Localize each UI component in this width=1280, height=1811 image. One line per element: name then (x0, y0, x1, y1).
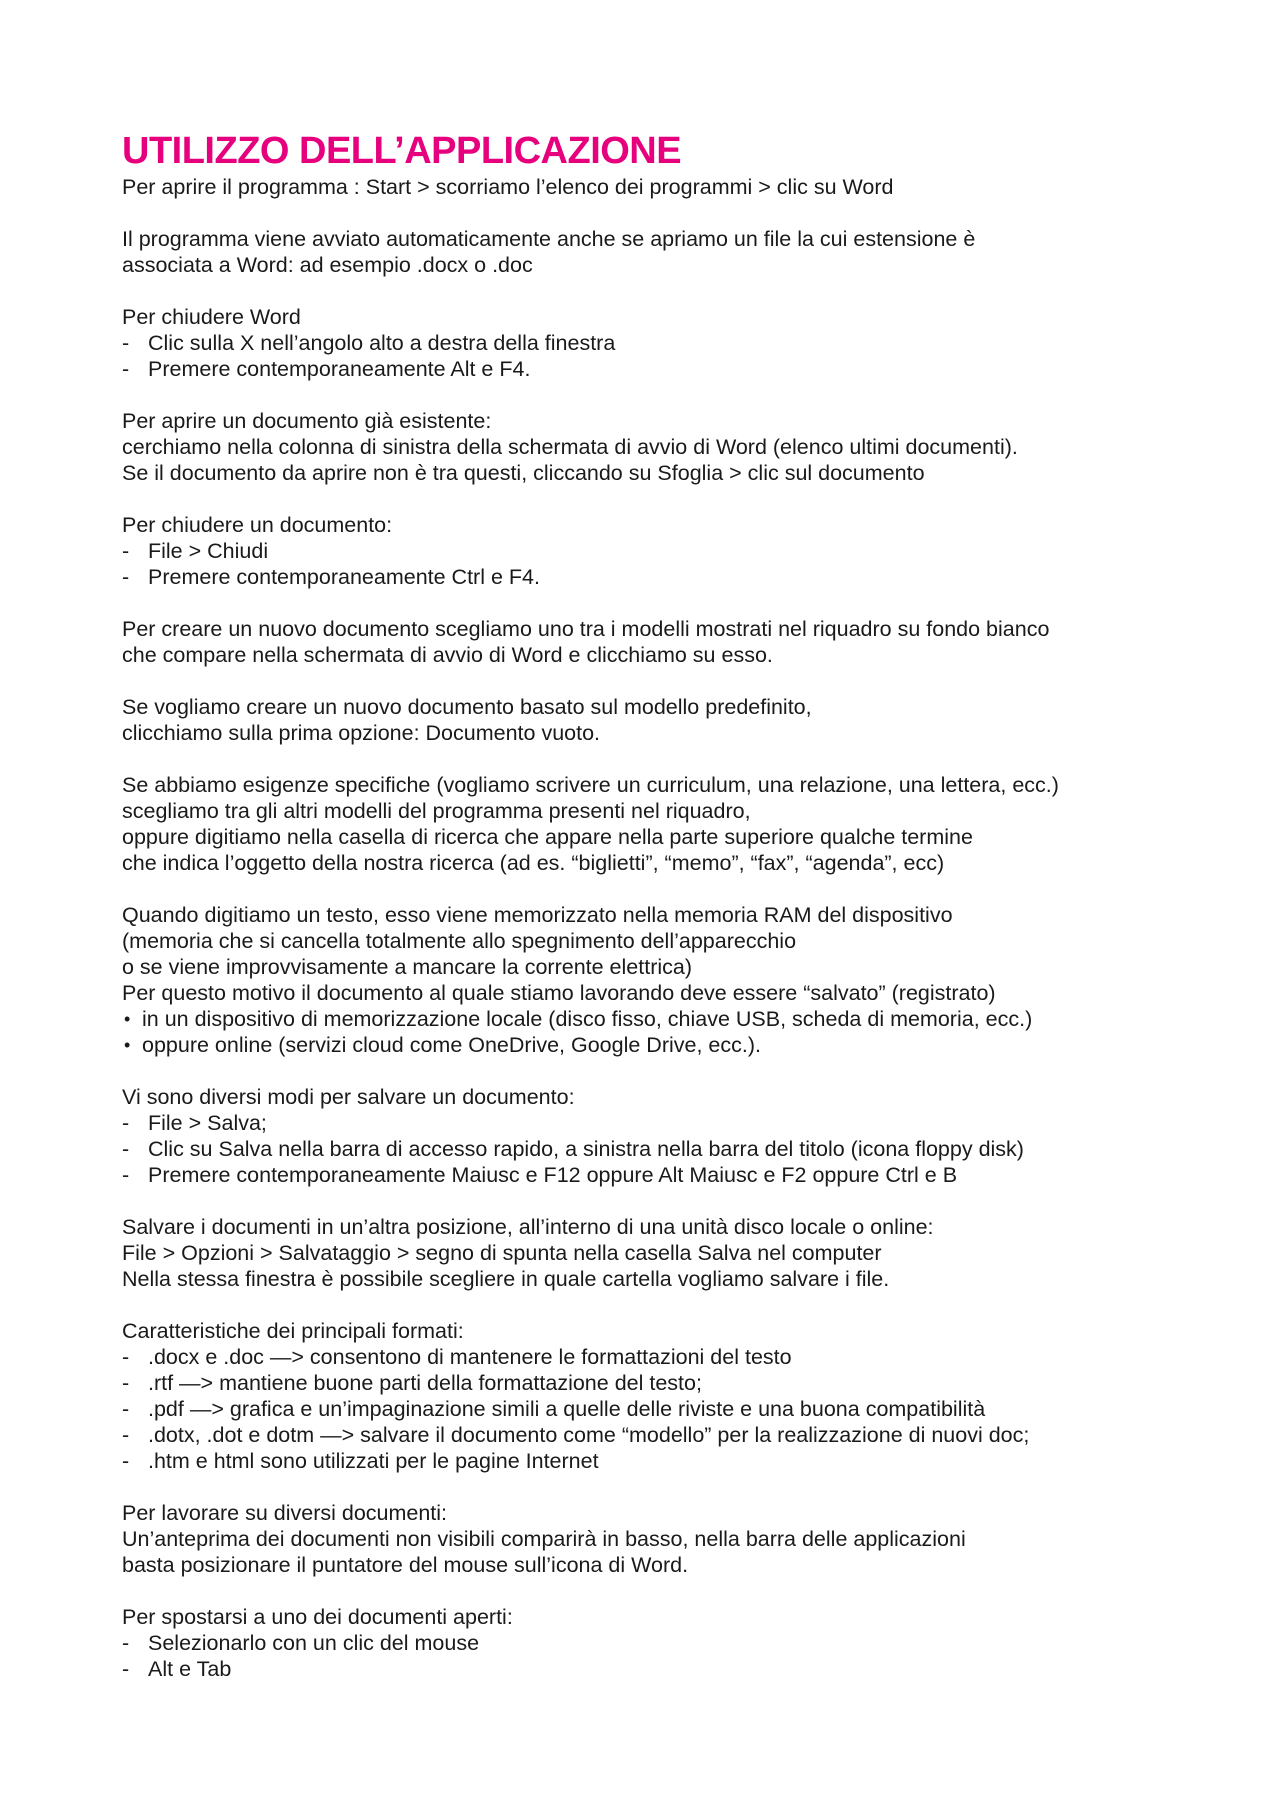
dash-list (122, 1630, 1182, 1682)
list-item: • in un dispositivo di memorizzazione locale (disco fisso, chiave USB, scheda di memoria, ecc.) (122, 1006, 1182, 1032)
dash-list (122, 330, 1182, 382)
paragraph-line: basta posizionare il puntatore del mouse sull’icona di Word. (122, 1553, 689, 1577)
text-section (122, 1318, 1182, 1474)
paragraph-line: Quando digitiamo un testo, esso viene memorizzato nella memoria RAM del dispositivo (122, 903, 953, 927)
paragraph-line: Un’anteprima dei documenti non visibili comparirà in basso, nella barra delle applicazioni (122, 1527, 966, 1551)
list-item: - .pdf —> grafica e un’impaginazione simili a quelle delle riviste e una buona compatibilità (122, 1396, 1182, 1422)
list-item: - Clic su Salva nella barra di accesso rapido, a sinistra nella barra del titolo (icona floppy disk) (122, 1136, 1182, 1162)
text-section (122, 1604, 1182, 1682)
text-section (122, 304, 1182, 382)
paragraph-line: Per aprire il programma : Start > scorriamo l’elenco dei programmi > clic su Word (122, 175, 894, 199)
paragraph-line: Per spostarsi a uno dei documenti aperti: (122, 1605, 513, 1629)
document-body (122, 174, 1182, 1682)
list-item: - Selezionarlo con un clic del mouse (122, 1630, 1182, 1656)
paragraph-line: Per chiudere Word (122, 305, 301, 329)
paragraph-line: Se abbiamo esigenze specifiche (vogliamo scrivere un curriculum, una relazione, una lettera, ecc.) (122, 773, 1059, 797)
list-item: - Premere contemporaneamente Ctrl e F4. (122, 564, 1182, 590)
text-section (122, 1084, 1182, 1188)
dash-list (122, 538, 1182, 590)
bullet-list (122, 1006, 1182, 1058)
paragraph-line: Salvare i documenti in un’altra posizione, all’interno di una unità disco locale o online: (122, 1215, 934, 1239)
dash-list (122, 1344, 1182, 1474)
paragraph-line: Per aprire un documento già esistente: (122, 409, 492, 433)
paragraph-line: Se il documento da aprire non è tra questi, cliccando su Sfoglia > clic sul documento (122, 461, 925, 485)
list-item: - .rtf —> mantiene buone parti della formattazione del testo; (122, 1370, 1182, 1396)
paragraph-line: (memoria che si cancella totalmente allo spegnimento dell’apparecchio (122, 929, 797, 953)
paragraph-line: che indica l’oggetto della nostra ricerca (ad es. “biglietti”, “memo”, “fax”, “agenda”, ecc) (122, 851, 945, 875)
text-section (122, 174, 1182, 200)
paragraph-line: Per creare un nuovo documento scegliamo uno tra i modelli mostrati nel riquadro su fondo bianco (122, 617, 1050, 641)
dash-list (122, 1110, 1182, 1188)
list-item: - .docx e .doc —> consentono di mantenere le formattazioni del testo (122, 1344, 1182, 1370)
text-section (122, 512, 1182, 590)
paragraph-line: associata a Word: ad esempio .docx o .doc (122, 253, 533, 277)
list-item: - Alt e Tab (122, 1656, 1182, 1682)
text-section (122, 694, 1182, 746)
paragraph-line: Per chiudere un documento: (122, 513, 393, 537)
paragraph-line: Se vogliamo creare un nuovo documento basato sul modello predefinito, (122, 695, 812, 719)
list-item: - Premere contemporaneamente Maiusc e F12 oppure Alt Maiusc e F2 oppure Ctrl e B (122, 1162, 1182, 1188)
paragraph-line: Nella stessa finestra è possibile scegliere in quale cartella vogliamo salvare i file. (122, 1267, 890, 1291)
paragraph-line: Vi sono diversi modi per salvare un documento: (122, 1085, 575, 1109)
paragraph-line: Per lavorare su diversi documenti: (122, 1501, 448, 1525)
text-section (122, 902, 1182, 1058)
list-item: - .dotx, .dot e dotm —> salvare il documento come “modello” per la realizzazione di nuovi doc; (122, 1422, 1182, 1448)
list-item: - Premere contemporaneamente Alt e F4. (122, 356, 1182, 382)
list-item: - File > Salva; (122, 1110, 1182, 1136)
paragraph-line: File > Opzioni > Salvataggio > segno di spunta nella casella Salva nel computer (122, 1241, 882, 1265)
list-item: • oppure online (servizi cloud come OneDrive, Google Drive, ecc.). (122, 1032, 1182, 1058)
paragraph-line: Caratteristiche dei principali formati: (122, 1319, 464, 1343)
text-section (122, 1500, 1182, 1578)
paragraph-line: o se viene improvvisamente a mancare la corrente elettrica) (122, 955, 693, 979)
list-item: - File > Chiudi (122, 538, 1182, 564)
list-item: - .htm e html sono utilizzati per le pagine Internet (122, 1448, 1182, 1474)
text-section (122, 408, 1182, 486)
text-section (122, 226, 1182, 278)
paragraph-line: Il programma viene avviato automaticamente anche se apriamo un file la cui estensione è (122, 227, 976, 251)
text-section (122, 1214, 1182, 1292)
text-section (122, 772, 1182, 876)
paragraph-line: clicchiamo sulla prima opzione: Documento vuoto. (122, 721, 601, 745)
paragraph-line: Per questo motivo il documento al quale stiamo lavorando deve essere “salvato” (registrato) (122, 981, 996, 1005)
document-page (122, 128, 1182, 1708)
paragraph-line: che compare nella schermata di avvio di Word e clicchiamo su esso. (122, 643, 773, 667)
list-item: - Clic sulla X nell’angolo alto a destra della finestra (122, 330, 1182, 356)
page-title: UTILIZZO DELL’APPLICAZIONE (122, 130, 682, 172)
paragraph-line: scegliamo tra gli altri modelli del programma presenti nel riquadro, (122, 799, 751, 823)
paragraph-line: oppure digitiamo nella casella di ricerca che appare nella parte superiore qualche termine (122, 825, 973, 849)
paragraph-line: cerchiamo nella colonna di sinistra della schermata di avvio di Word (elenco ultimi documenti). (122, 435, 1018, 459)
text-section (122, 616, 1182, 668)
